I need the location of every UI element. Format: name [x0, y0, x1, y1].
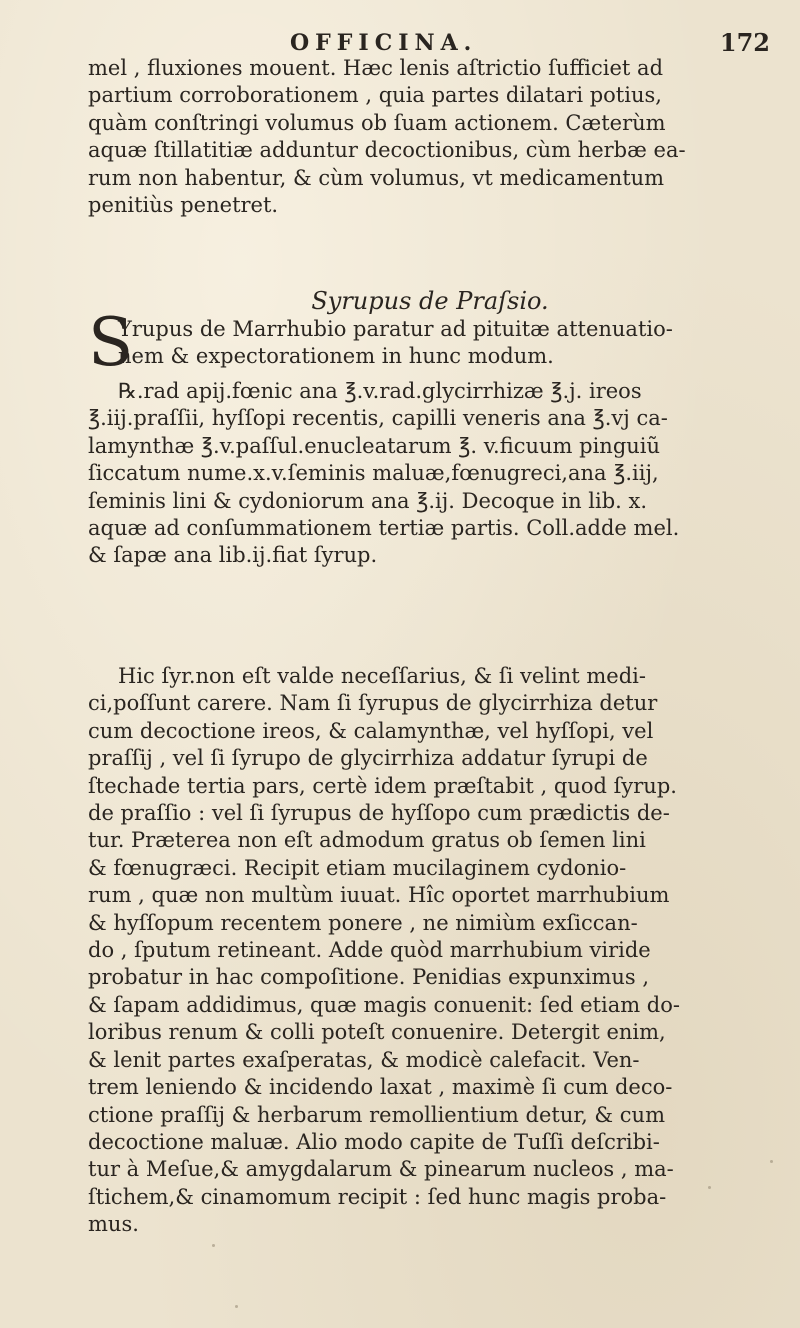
- text-line: Hic ſyr.non eſt valde neceſſarius, & ſi velint medi-: [118, 664, 646, 688]
- text-line: mel , fluxiones mouent. Hæc lenis aſtrictio ſufficiet ad: [88, 56, 664, 80]
- paper-speck: [235, 1305, 238, 1308]
- text-line: rum , quæ non multùm iuuat. Hîc oportet marrhubium: [88, 883, 670, 908]
- text-line: ſiccatum nume.x.v.ſeminis maluæ,fœnugreci,ana ℥.iij,: [88, 461, 659, 486]
- dropcap-block: [88, 304, 800, 381]
- text-line: ſtichem,& cinamomum recipit : ſed hunc magis proba-: [88, 1184, 667, 1209]
- text-line: de praſſio : vel ſi ſyrupus de hyſſopo cum prædictis de-: [88, 801, 670, 826]
- text-line: Yrupus de Marrhubio paratur ad pituitæ attenuatio-: [118, 317, 673, 341]
- paper-speck: [770, 1160, 773, 1163]
- text-line: do , ſputum retineant. Adde quòd marrhubium viride: [88, 938, 651, 963]
- running-head: OFFICINA.: [290, 30, 478, 56]
- text-line: & ſapæ ana lib.ij.fiat ſyrup.: [88, 543, 378, 568]
- text-line: praſſij , vel ſi ſyrupo de glycirrhiza addatur ſyrupi de: [88, 746, 648, 771]
- text-line: rum non habentur, & cùm volumus, vt medicamentum: [88, 165, 665, 190]
- intro-paragraph: [88, 55, 778, 219]
- text-line: loribus renum & colli poteſt conuenire. Detergit enim,: [88, 1020, 666, 1045]
- text-line: penitiùs penetret.: [88, 193, 279, 218]
- text-line: trem leniendo & incidendo laxat , maximè ſi cum deco-: [88, 1075, 673, 1100]
- drop-cap-letter: S: [88, 304, 134, 381]
- text-line: quàm conſtringi volumus ob ſuam actionem. Cæterùm: [88, 110, 666, 135]
- text-line: aquæ ſtillatitiæ adduntur decoctionibus, cùm herbæ ea-: [88, 138, 686, 163]
- commentary-paragraph: [88, 663, 778, 1239]
- text-line: & lenit partes exaſperatas, & modicè calefacit. Ven-: [88, 1047, 640, 1072]
- text-line: & ſapam addidimus, quæ magis conuenit: ſed etiam do-: [88, 992, 680, 1017]
- opening-paragraph: [88, 304, 800, 381]
- section-title: Syrupus de Praſsio.: [311, 287, 549, 315]
- text-line: tur. Præterea non eſt admodum gratus ob ſemen lini: [88, 828, 646, 853]
- text-line: & hyſſopum recentem ponere , ne nimiùm exſiccan-: [88, 910, 638, 935]
- text-line: & fœnugræci. Recipit etiam mucilaginem cydonio-: [88, 855, 627, 880]
- paper-speck: [212, 1244, 215, 1247]
- text-line: ſtechade tertia pars, certè idem præſtabit , quod ſyrup.: [88, 773, 677, 798]
- text-line: nem & expectorationem in hunc modum.: [118, 344, 554, 369]
- text-line: aquæ ad conſummationem tertiæ partis. Coll.adde mel.: [88, 516, 680, 541]
- paper-speck: [708, 1186, 711, 1189]
- text-line: ctione praſſij & herbarum remollientium detur, & cum: [88, 1102, 665, 1127]
- text-line: ſeminis lini & cydoniorum ana ℥.ij. Decoque in lib. x.: [88, 488, 648, 513]
- text-line: partium corroborationem , quia partes dilatari potius,: [88, 83, 662, 108]
- recipe-paragraph: [88, 378, 800, 570]
- text-line: decoctione maluæ. Alio modo capite de Tuſſi deſcribi-: [88, 1129, 660, 1154]
- text-line: tur à Meſue,& amygdalarum & pinearum nucleos , ma-: [88, 1157, 674, 1182]
- text-line: cum decoctione ireos, & calamynthæ, vel hyſſopi, vel: [88, 718, 654, 743]
- text-line: ℥.iij.praſſii, hyſſopi recentis, capilli veneris ana ℥.vj ca-: [88, 406, 668, 431]
- page-number: 172: [719, 28, 770, 57]
- text-line: mus.: [88, 1212, 139, 1237]
- text-line: lamynthæ ℥.v.paſſul.enucleatarum ℥. v.ficuum pinguiũ: [88, 433, 661, 458]
- text-line: probatur in hac compoſitione. Penidias expunximus ,: [88, 965, 650, 990]
- text-line: ℞.rad apij.fœnic ana ℥.v.rad.glycirrhizæ ℥.j. ireos: [118, 379, 642, 403]
- text-line: ci,poſſunt carere. Nam ſi ſyrupus de glycirrhiza detur: [88, 691, 658, 716]
